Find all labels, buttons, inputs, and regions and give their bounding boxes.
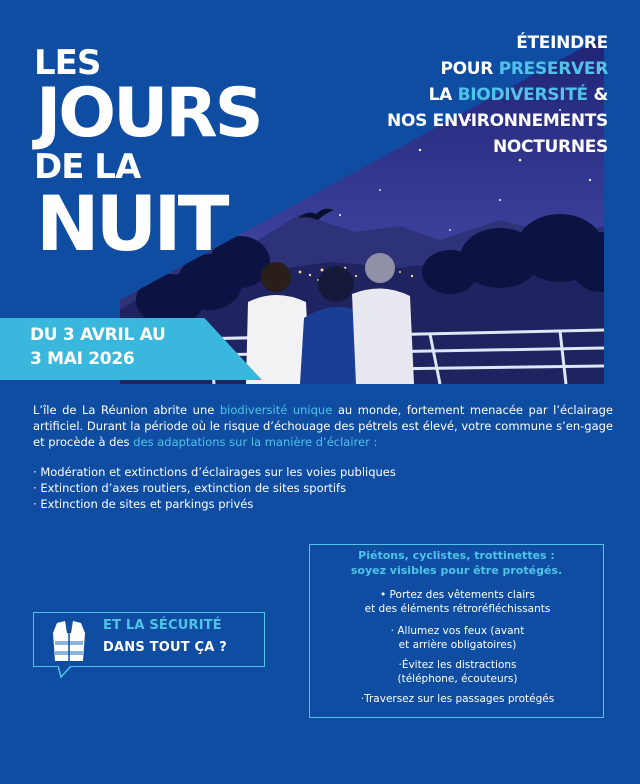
tagline-text: & — [587, 85, 608, 105]
tagline-text: POUR — [440, 59, 499, 79]
tagline-highlight: BIODIVERSITÉ — [457, 85, 588, 105]
tagline-text: LA — [428, 85, 458, 105]
safety-tip-line: · Allumez vos feux (avant — [390, 625, 525, 637]
tagline-line-5: NOCTURNES — [492, 137, 608, 157]
title-line-nuit: NUIT — [36, 179, 226, 268]
safety-tip-line: • Portez des vêtements clairs — [380, 589, 535, 601]
intro-highlight: des adaptations sur la manière d’éclairer : — [133, 435, 378, 449]
date-line-1: DU 3 AVRIL AU — [30, 325, 166, 345]
pedestrian-heading-line: Piétons, cyclistes, trottinettes : — [358, 549, 555, 562]
safety-tip-distractions — [320, 658, 595, 686]
tagline-line-4: NOS ENVIRONNEMENTS — [387, 111, 608, 131]
safety-tip-crossing — [320, 692, 595, 706]
security-title: ET LA SÉCURITÉ — [103, 618, 222, 633]
list-item: · Extinction de sites et parkings privés — [33, 496, 593, 512]
tagline-line-2 — [348, 56, 608, 82]
title-line-jours: JOURS — [36, 74, 261, 153]
intro-text: au monde, fortement menacée par l’éclairage artificiel. Durant la période où le risque d’échouage des pétrels est élevé, votre commune s’en-gage et procède à des — [33, 403, 613, 449]
safety-tip-line: et des éléments rétroréfléchissants — [364, 603, 551, 615]
people-silhouettes — [246, 253, 414, 384]
intro-paragraph — [33, 402, 613, 450]
title-line-les: LES — [34, 43, 101, 83]
intro-text: L’île de La Réunion abrite une — [33, 403, 220, 417]
safety-tip-clothing — [320, 588, 595, 616]
speech-tail-icon — [58, 666, 72, 678]
pedestrian-heading-line: soyez visibles pour être protégés. — [350, 564, 563, 577]
safety-tip-line: ·Évitez les distractions — [398, 659, 517, 671]
measures-list — [33, 464, 593, 512]
pedestrian-heading — [309, 548, 604, 578]
safety-tip-lights — [320, 624, 595, 652]
tagline-highlight: PRESERVER — [498, 59, 608, 79]
tagline-line-1: ÉTEINDRE — [516, 33, 608, 53]
date-line-2: 3 MAI 2026 — [30, 349, 135, 369]
intro-highlight: biodiversité unique — [219, 403, 333, 417]
safety-vest-icon — [45, 619, 93, 663]
event-dates — [30, 323, 230, 371]
security-question: DANS TOUT ÇA ? — [103, 640, 227, 655]
safety-tip-line: ·Traversez sur les passages protégés — [360, 693, 555, 705]
tagline-line-3 — [348, 82, 608, 108]
title-line-de-la: DE LA — [34, 147, 141, 187]
list-item: · Extinction d’axes routiers, extinction de sites sportifs — [33, 480, 593, 496]
tagline — [348, 30, 608, 160]
safety-tip-line: et arrière obligatoires) — [398, 639, 517, 651]
safety-tip-line: (téléphone, écouteurs) — [397, 673, 518, 685]
list-item: · Modération et extinctions d’éclairages sur les voies publiques — [33, 464, 593, 480]
